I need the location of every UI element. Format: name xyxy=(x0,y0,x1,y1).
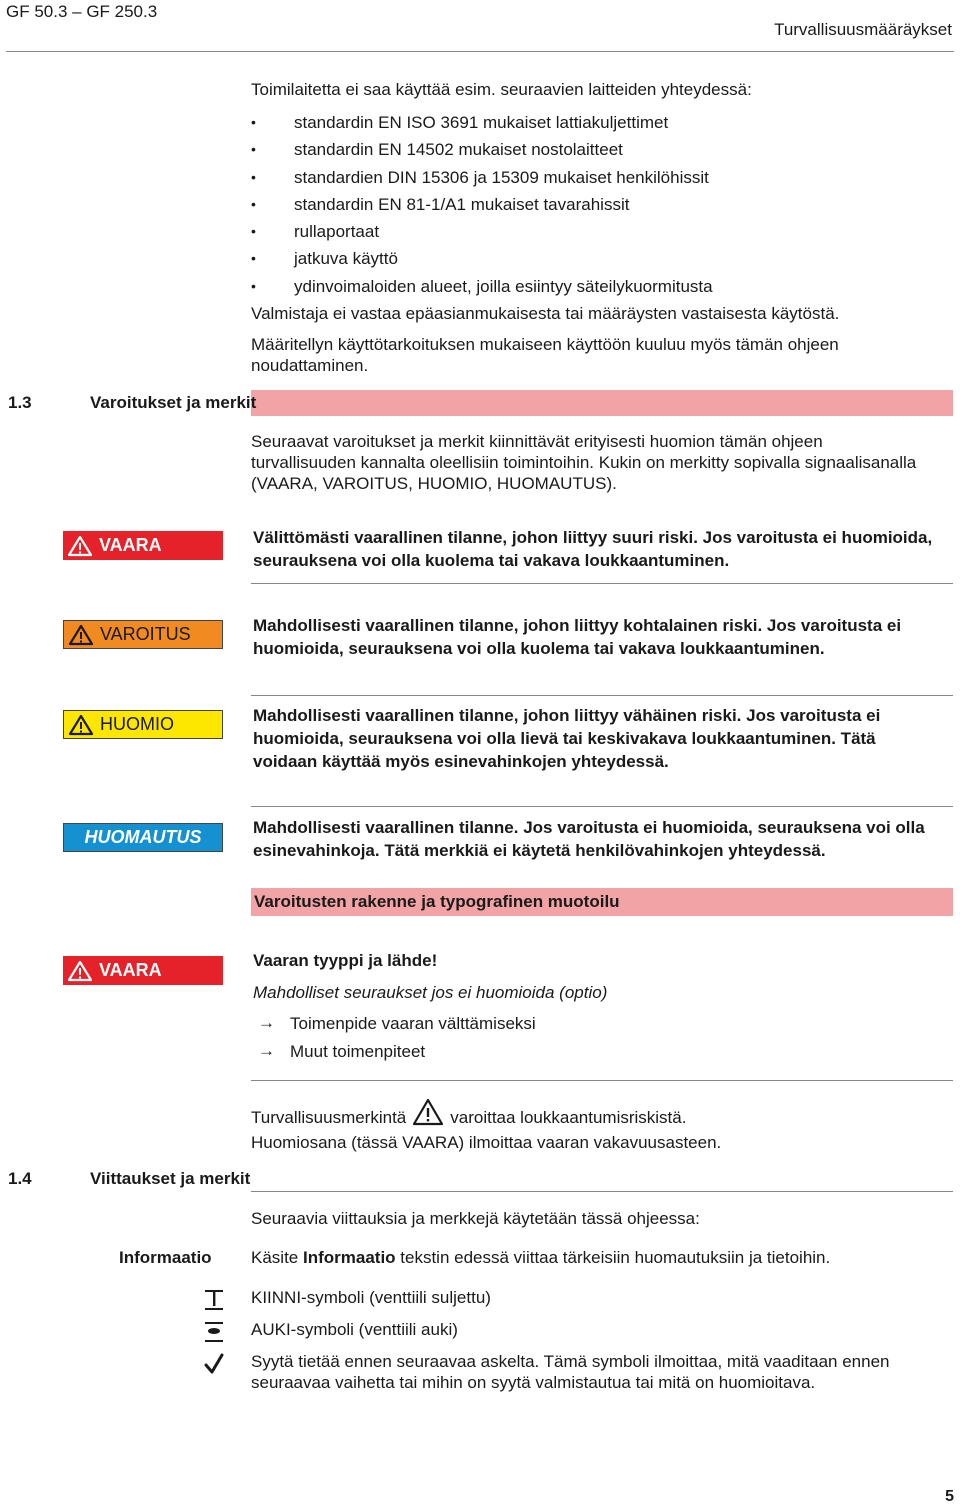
list-item: • standardien DIN 15306 ja 15309 mukaiset henkilöhissit xyxy=(251,167,713,194)
section-1-4-heading xyxy=(6,1166,953,1192)
signal-word-note: Huomiosana (tässä VAARA) ilmoittaa vaaran vakavuusasteen. xyxy=(251,1133,722,1152)
list-item: • standardin EN ISO 3691 mukaiset lattiakuljettimet xyxy=(251,112,713,139)
manufacturer-note: Valmistaja ei vastaa epäasianmukaisesta tai määräysten vastaisesta käytöstä. xyxy=(251,304,840,323)
section-title: Varoitukset ja merkit xyxy=(90,393,257,412)
signal-word: VAROITUS xyxy=(100,624,191,644)
valve-closed-text: KIINNI-symboli (venttiili suljettu) xyxy=(251,1288,491,1307)
signal-description-varoitus: Mahdollisesti vaarallinen tilanne, johon liittyy kohtalainen riski. Jos varoitusta ei huomioida, seurauksena voi olla kuolema tai vakava loukkaantuminen. xyxy=(253,616,902,658)
subheading-text: Varoitusten rakenne ja typografinen muotoilu xyxy=(254,892,620,911)
divider xyxy=(251,583,953,584)
safety-sign-text: Turvallisuusmerkintä xyxy=(251,1108,407,1127)
divider xyxy=(251,806,953,807)
header-product: GF 50.3 – GF 250.3 xyxy=(6,2,158,21)
warning-triangle-icon xyxy=(68,714,94,736)
page-number: 5 xyxy=(945,1488,954,1505)
warning-triangle-icon xyxy=(67,535,93,557)
valve-open-icon xyxy=(203,1320,225,1344)
intro-text: Toimilaitetta ei saa käyttää esim. seuraavien laitteiden yhteydessä: xyxy=(251,80,752,99)
header-chapter: Turvallisuusmääräykset xyxy=(774,20,952,39)
info-text: Käsite xyxy=(251,1248,299,1267)
example-action: Muut toimenpiteet xyxy=(290,1042,426,1061)
signal-description-huomio: Mahdollisesti vaarallinen tilanne, johon liittyy vähäinen riski. Jos varoitusta ei huomioida, seurauksena voi olla lievä tai keskivakava loukkaantuminen. Tätä voidaan käyttää myös esinevahinkojen yhteydessä. xyxy=(253,706,881,771)
info-label: Informaatio xyxy=(119,1248,212,1267)
section-1-3-heading xyxy=(6,390,953,416)
arrow-icon: → xyxy=(258,1013,275,1032)
example-consequences: Mahdolliset seuraukset jos ei huomioida (optio) xyxy=(253,983,608,1002)
signal-label-vaara xyxy=(63,531,223,560)
list-item: • standardin EN 14502 mukaiset nostolaitteet xyxy=(251,139,713,166)
header-divider xyxy=(6,51,954,52)
section-number: 1.4 xyxy=(8,1169,32,1188)
signal-word: HUOMIO xyxy=(100,714,174,734)
checkmark-icon xyxy=(203,1352,225,1376)
divider xyxy=(251,1080,953,1081)
section-number: 1.3 xyxy=(8,393,32,412)
signal-label-huomio xyxy=(63,710,223,739)
section-bar-rule xyxy=(251,1166,953,1192)
valve-closed-icon xyxy=(203,1288,225,1312)
intended-use-note: Määritellyn käyttötarkoituksen mukaiseen käyttöön kuuluu myös tämän ohjeen noudattaminen. xyxy=(251,335,839,375)
warning-triangle-icon xyxy=(412,1098,444,1126)
list-item: • ydinvoimaloiden alueet, joilla esiintyy säteilykuormitusta xyxy=(251,276,713,303)
checkmark-text: Syytä tietää ennen seuraavaa askelta. Tämä symboli ilmoittaa, mitä vaaditaan ennen seuraavaa vaihetta tai mihin on syytä valmistautua tai mitä on huomioitava. xyxy=(251,1352,890,1392)
info-text-bold: Informaatio xyxy=(302,1248,396,1267)
section-1-4-intro: Seuraavia viittauksia ja merkkejä käytetään tässä ohjeessa: xyxy=(251,1209,700,1228)
signal-word: HUOMAUTUS xyxy=(84,827,202,847)
list-item: • jatkuva käyttö xyxy=(251,248,713,275)
example-signal-label xyxy=(63,956,223,985)
signal-label-varoitus xyxy=(63,620,223,649)
signal-word: VAARA xyxy=(99,960,162,980)
arrow-icon: → xyxy=(258,1041,275,1060)
safety-sign-text: varoittaa loukkaantumisriskistä. xyxy=(450,1108,687,1127)
info-text: tekstin edessä viittaa tärkeisiin huomautuksiin ja tietoihin. xyxy=(400,1248,831,1267)
safety-sign-note xyxy=(251,1100,686,1128)
signal-label-huomautus xyxy=(63,823,223,852)
signal-description-huomautus: Mahdollisesti vaarallinen tilanne. Jos varoitusta ei huomioida, seurauksena voi olla esinevahinkoja. Tätä merkkiä ei käytetä henkilövahinkojen yhteydessä. xyxy=(253,818,925,860)
divider xyxy=(251,695,953,696)
section-1-3-intro: Seuraavat varoitukset ja merkit kiinnittävät erityisesti huomion tämän ohjeen turvallisuuden kannalta oleellisiin toimintoihin. Kukin on merkitty sopivalla signaalisanalla (VAARA, VAROITUS, HUOMIO, HUOMAUTUS). xyxy=(251,432,917,493)
warning-triangle-icon xyxy=(68,624,94,646)
list-item: • standardin EN 81-1/A1 mukaiset tavarahissit xyxy=(251,194,713,221)
warning-triangle-icon xyxy=(67,960,93,982)
section-title: Viittaukset ja merkit xyxy=(90,1169,251,1188)
example-hazard-type: Vaaran tyyppi ja lähde! xyxy=(253,951,438,970)
example-action: Toimenpide vaaran välttämiseksi xyxy=(290,1014,536,1033)
signal-word: VAARA xyxy=(99,535,162,555)
section-bar-fill xyxy=(251,390,953,416)
list-item: • rullaportaat xyxy=(251,221,713,248)
signal-description-vaara: Välittömästi vaarallinen tilanne, johon liittyy suuri riski. Jos varoitusta ei huomioida, seurauksena voi olla kuolema tai vakava loukkaantuminen. xyxy=(253,528,933,570)
warning-structure-heading xyxy=(251,888,953,916)
info-description xyxy=(251,1247,830,1268)
excluded-uses-list xyxy=(251,112,713,303)
valve-open-text: AUKI-symboli (venttiili auki) xyxy=(251,1320,458,1339)
